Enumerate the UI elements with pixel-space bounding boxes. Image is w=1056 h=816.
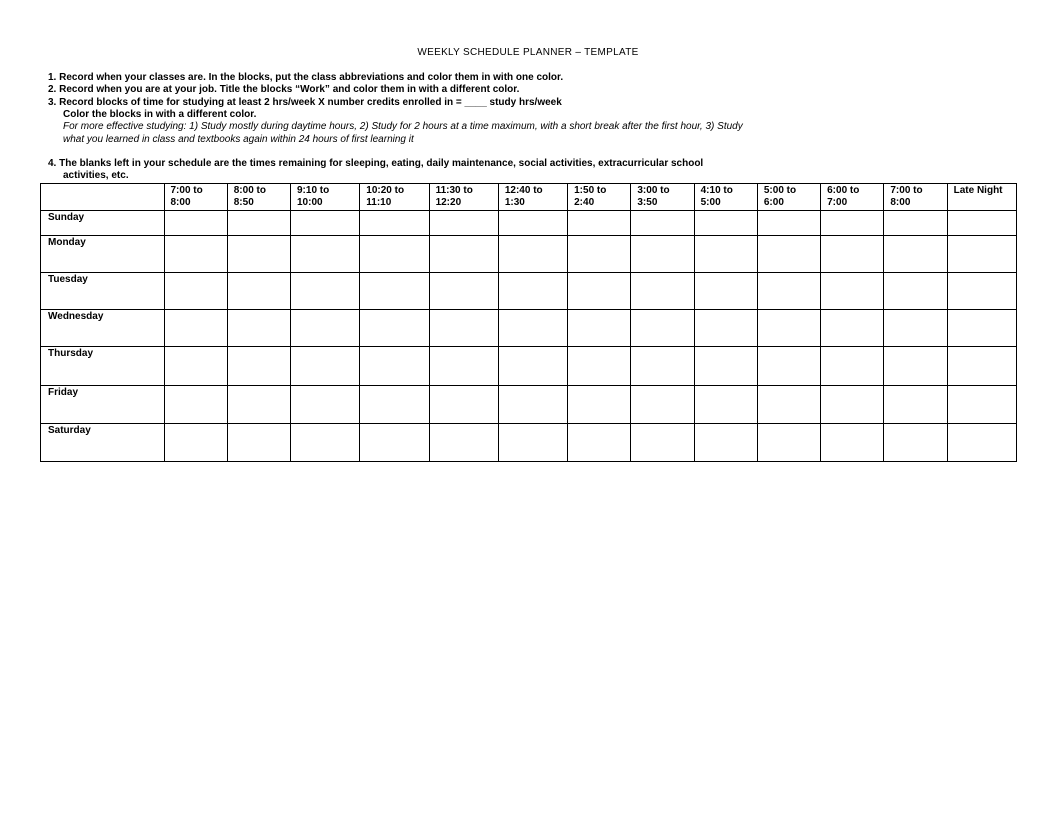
instruction-4: 4. The blanks left in your schedule are the times remaining for sleeping, eating, daily maintenance, social activities, extracurricular school: [48, 158, 704, 169]
day-row: [41, 310, 1017, 347]
schedule-cell[interactable]: [227, 273, 290, 310]
day-label: Wednesday: [41, 310, 165, 347]
time-slot-line-2: 8:50: [233, 197, 254, 208]
schedule-cell[interactable]: [498, 386, 567, 424]
schedule-cell[interactable]: [164, 211, 227, 236]
schedule-cell[interactable]: [757, 310, 820, 347]
day-label: Tuesday: [41, 273, 165, 310]
schedule-cell[interactable]: [821, 236, 884, 273]
schedule-cell[interactable]: [164, 236, 227, 273]
time-slot-line-1: 6:00 to: [827, 185, 860, 196]
corner-cell: [41, 184, 165, 211]
schedule-cell[interactable]: [360, 273, 429, 310]
day-label: Friday: [41, 386, 165, 424]
schedule-cell[interactable]: [757, 236, 820, 273]
schedule-cell[interactable]: [631, 236, 694, 273]
time-slot-header: [498, 184, 567, 211]
schedule-cell[interactable]: [498, 211, 567, 236]
schedule-cell[interactable]: [568, 236, 631, 273]
time-slot-line-1: 4:10 to: [700, 185, 733, 196]
schedule-cell[interactable]: [884, 236, 947, 273]
schedule-cell[interactable]: [694, 347, 757, 386]
schedule-cell[interactable]: [360, 424, 429, 462]
day-row: [41, 236, 1017, 273]
time-slot-line-1: 1:50 to: [574, 185, 607, 196]
time-slot-line-1: 7:00 to: [170, 185, 203, 196]
schedule-cell[interactable]: [757, 273, 820, 310]
schedule-cell[interactable]: [227, 386, 290, 424]
time-slot-line-1: 5:00 to: [763, 185, 797, 196]
day-row: [41, 386, 1017, 424]
schedule-cell[interactable]: [631, 347, 694, 386]
time-slot-line-2: 7:00: [827, 197, 848, 208]
schedule-cell[interactable]: [694, 273, 757, 310]
schedule-cell[interactable]: [164, 386, 227, 424]
schedule-cell[interactable]: [360, 310, 429, 347]
time-slot-header: [568, 184, 631, 211]
schedule-cell[interactable]: [757, 386, 820, 424]
schedule-cell[interactable]: [947, 386, 1016, 424]
schedule-cell[interactable]: [227, 424, 290, 462]
day-label: Thursday: [41, 347, 165, 386]
schedule-cell[interactable]: [498, 273, 567, 310]
time-slot-header: [884, 184, 947, 211]
schedule-cell[interactable]: [429, 236, 498, 273]
time-slot-line-1: 7:00 to: [890, 185, 923, 196]
schedule-cell[interactable]: [227, 236, 290, 273]
schedule-cell[interactable]: [631, 386, 694, 424]
time-slot-line-1: 8:00 to: [233, 185, 266, 196]
schedule-cell[interactable]: [429, 386, 498, 424]
schedule-cell[interactable]: [360, 386, 429, 424]
time-slot-line-2: 1:30: [504, 197, 525, 208]
schedule-cell[interactable]: [291, 424, 360, 462]
time-slot-line-2: 3:50: [637, 197, 658, 208]
schedule-cell[interactable]: [429, 211, 498, 236]
schedule-cell[interactable]: [227, 347, 290, 386]
time-slot-line-1: Late Night: [953, 185, 1003, 196]
schedule-table: [40, 183, 1017, 462]
day-row: [41, 273, 1017, 310]
page-title: WEEKLY SCHEDULE PLANNER – TEMPLATE: [417, 47, 639, 58]
schedule-cell[interactable]: [360, 211, 429, 236]
schedule-cell[interactable]: [821, 310, 884, 347]
time-slot-header: [821, 184, 884, 211]
schedule-cell[interactable]: [694, 211, 757, 236]
schedule-cell[interactable]: [429, 347, 498, 386]
schedule-cell[interactable]: [498, 236, 567, 273]
schedule-cell[interactable]: [821, 424, 884, 462]
schedule-cell[interactable]: [631, 424, 694, 462]
schedule-cell[interactable]: [947, 273, 1016, 310]
schedule-cell[interactable]: [164, 424, 227, 462]
time-slot-header: [291, 184, 360, 211]
day-label: Sunday: [41, 211, 165, 236]
instruction-2: 2. Record when you are at your job. Title the blocks “Work” and color them in with a different color.: [48, 84, 520, 95]
time-slot-header: [694, 184, 757, 211]
schedule-cell[interactable]: [757, 211, 820, 236]
time-slot-header: [164, 184, 227, 211]
schedule-cell[interactable]: [757, 424, 820, 462]
schedule-cell[interactable]: [947, 424, 1016, 462]
time-slot-line-2: 8:00: [170, 197, 191, 208]
schedule-cell[interactable]: [947, 211, 1016, 236]
schedule-cell[interactable]: [884, 424, 947, 462]
schedule-cell[interactable]: [821, 211, 884, 236]
schedule-cell[interactable]: [498, 424, 567, 462]
schedule-cell[interactable]: [568, 347, 631, 386]
instruction-1: 1. Record when your classes are. In the blocks, put the class abbreviations and color them in with one color.: [48, 72, 564, 83]
schedule-cell[interactable]: [884, 273, 947, 310]
study-tip-line-1: For more effective studying: 1) Study mostly during daytime hours, 2) Study for 2 hours at a time maximum, with a short break after the first hour, 3) Study: [63, 121, 743, 132]
time-slot-line-2: 11:10: [366, 197, 392, 208]
schedule-cell[interactable]: [498, 310, 567, 347]
schedule-cell[interactable]: [429, 424, 498, 462]
schedule-cell[interactable]: [291, 310, 360, 347]
schedule-cell[interactable]: [227, 310, 290, 347]
time-slot-line-2: 2:40: [574, 197, 595, 208]
day-row: [41, 347, 1017, 386]
schedule-cell[interactable]: [291, 211, 360, 236]
day-label: Saturday: [41, 424, 165, 462]
schedule-cell[interactable]: [164, 310, 227, 347]
time-header-row: [41, 184, 1017, 211]
schedule-cell[interactable]: [694, 310, 757, 347]
schedule-cell[interactable]: [821, 386, 884, 424]
schedule-cell[interactable]: [498, 347, 567, 386]
schedule-cell[interactable]: [429, 273, 498, 310]
schedule-cell[interactable]: [947, 236, 1016, 273]
time-slot-line-2: 5:00: [700, 197, 721, 208]
time-slot-header: [227, 184, 290, 211]
schedule-cell[interactable]: [821, 347, 884, 386]
schedule-cell[interactable]: [291, 273, 360, 310]
schedule-cell[interactable]: [631, 211, 694, 236]
time-slot-line-1: 11:30 to: [435, 185, 473, 196]
schedule-cell[interactable]: [884, 386, 947, 424]
schedule-cell[interactable]: [631, 273, 694, 310]
schedule-cell[interactable]: [360, 236, 429, 273]
time-slot-header: [429, 184, 498, 211]
time-slot-line-2: 10:00: [297, 197, 323, 208]
schedule-cell[interactable]: [947, 310, 1016, 347]
schedule-cell[interactable]: [884, 310, 947, 347]
time-slot-line-1: 3:00 to: [637, 185, 670, 196]
schedule-cell[interactable]: [429, 310, 498, 347]
day-row: [41, 424, 1017, 462]
instruction-3: 3. Record blocks of time for studying at least 2 hrs/week X number credits enrolled in = ____ study hrs/week: [48, 97, 562, 108]
schedule-cell[interactable]: [227, 211, 290, 236]
instruction-4-continued: activities, etc.: [63, 170, 129, 181]
time-slot-line-2: 8:00: [890, 197, 911, 208]
time-slot-line-1: 9:10 to: [297, 185, 330, 196]
schedule-cell[interactable]: [568, 310, 631, 347]
schedule-cell[interactable]: [291, 347, 360, 386]
time-slot-line-2: 6:00: [763, 197, 784, 208]
time-slot-header: [947, 184, 1016, 211]
schedule-cell[interactable]: [694, 424, 757, 462]
schedule-cell[interactable]: [291, 236, 360, 273]
schedule-cell[interactable]: [291, 386, 360, 424]
schedule-cell[interactable]: [947, 347, 1016, 386]
day-row: [41, 211, 1017, 236]
time-slot-line-2: 12:20: [435, 197, 462, 208]
schedule-cell[interactable]: [568, 211, 631, 236]
schedule-cell[interactable]: [568, 424, 631, 462]
schedule-cell[interactable]: [568, 273, 631, 310]
time-slot-header: [757, 184, 820, 211]
time-slot-line-1: 12:40 to: [504, 185, 543, 196]
time-slot-header: [631, 184, 694, 211]
schedule-cell[interactable]: [360, 347, 429, 386]
study-tip-line-2: what you learned in class and textbooks again within 24 hours of first learning it: [63, 134, 414, 145]
schedule-cell[interactable]: [821, 273, 884, 310]
schedule-cell[interactable]: [884, 211, 947, 236]
time-slot-line-1: 10:20 to: [366, 185, 405, 196]
schedule-cell[interactable]: [757, 347, 820, 386]
schedule-cell[interactable]: [694, 236, 757, 273]
time-slot-header: [360, 184, 429, 211]
schedule-cell[interactable]: [631, 310, 694, 347]
day-label: Monday: [41, 236, 165, 273]
schedule-cell[interactable]: [568, 386, 631, 424]
schedule-cell[interactable]: [694, 386, 757, 424]
schedule-cell[interactable]: [164, 273, 227, 310]
schedule-cell[interactable]: [884, 347, 947, 386]
schedule-cell[interactable]: [164, 347, 227, 386]
instruction-3-continued: Color the blocks in with a different color.: [63, 109, 257, 120]
